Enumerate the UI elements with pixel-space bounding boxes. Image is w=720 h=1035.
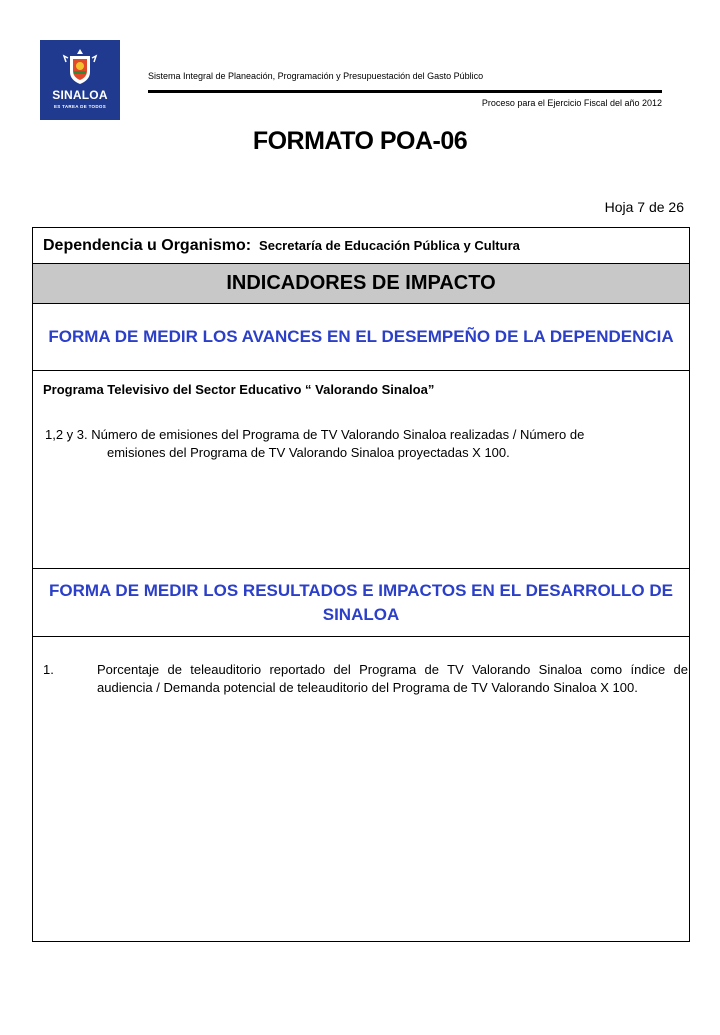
program-title: Programa Televisivo del Sector Educativo “ Valorando Sinaloa”	[43, 382, 435, 397]
performance-content	[33, 371, 689, 569]
indicator-line-2: emisiones del Programa de TV Valorando Sinaloa proyectadas X 100.	[107, 445, 510, 460]
results-content	[33, 637, 689, 943]
section-title: INDICADORES DE IMPACTO	[33, 264, 689, 304]
performance-indicator	[45, 426, 665, 462]
dependency-label: Dependencia u Organismo:	[43, 236, 252, 254]
list-item	[43, 661, 688, 697]
process-title: Proceso para el Ejercicio Fiscal del año 2012	[481, 98, 662, 108]
logo-tagline: ES TAREA DE TODOS	[53, 104, 107, 109]
form-title: FORMATO POA-06	[252, 127, 468, 155]
sinaloa-logo	[40, 40, 120, 120]
results-heading: FORMA DE MEDIR LOS RESULTADOS E IMPACTOS EN EL DESARROLLO DE SINALOA	[33, 569, 689, 637]
coat-of-arms-icon	[60, 46, 100, 86]
page-number: Hoja 7 de 26	[604, 199, 684, 215]
performance-heading: FORMA DE MEDIR LOS AVANCES EN EL DESEMPEÑO DE LA DEPENDENCIA	[33, 304, 689, 371]
item-text: Porcentaje de teleauditorio reportado del Programa de TV Valorando Sinaloa como índice de audiencia / Demanda potencial de teleauditorio del Programa de TV Valorando Sinaloa X 100.	[97, 662, 688, 695]
system-title: Sistema Integral de Planeación, Programación y Presupuestación del Gasto Público	[148, 71, 484, 81]
item-number: 1.	[43, 662, 54, 677]
indicator-line-1: 1,2 y 3. Número de emisiones del Programa de TV Valorando Sinaloa realizadas / Número de	[45, 427, 585, 442]
form-table	[32, 227, 690, 942]
logo-name: SINALOA	[52, 88, 108, 102]
dependency-value: Secretaría de Educación Pública y Cultura	[259, 238, 520, 253]
header-divider	[148, 90, 662, 93]
dependency-row	[33, 228, 689, 264]
